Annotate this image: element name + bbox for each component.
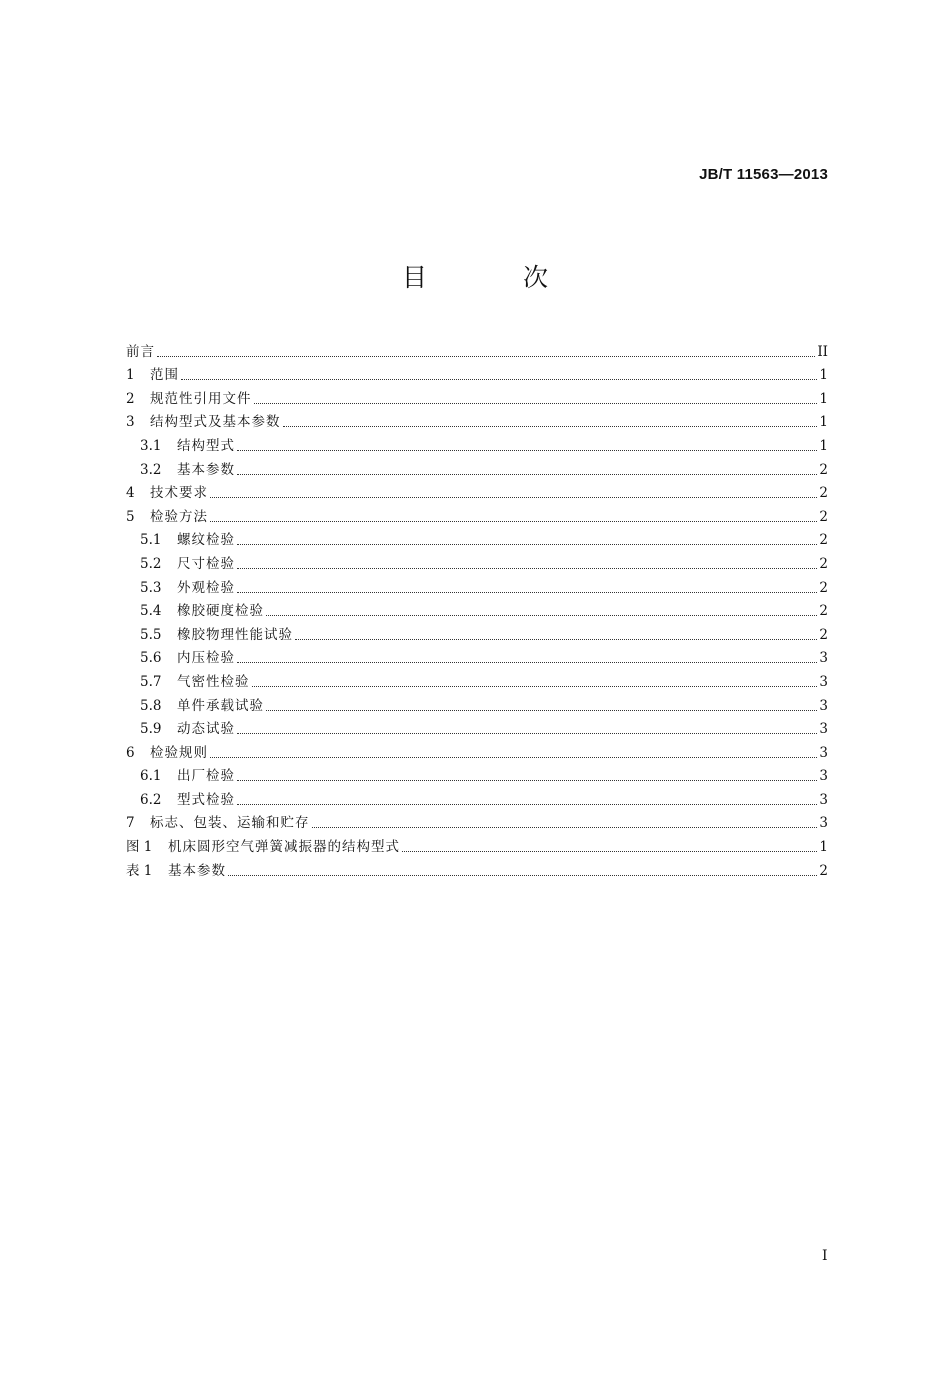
toc-dot-leader	[237, 592, 817, 593]
toc-dot-leader	[254, 403, 818, 404]
toc-entry-page: 3	[819, 791, 828, 808]
toc-entry-label: 标志、包装、运输和贮存	[150, 815, 310, 832]
toc-entry-number: 5.6	[140, 650, 162, 667]
toc-entry[interactable]	[126, 738, 828, 762]
toc-entry-page: 2	[819, 555, 828, 572]
toc-dot-leader	[210, 757, 817, 758]
table-of-contents	[126, 337, 828, 880]
toc-dot-leader	[283, 426, 818, 427]
toc-entry-page: 3	[819, 815, 828, 832]
toc-dot-leader	[181, 379, 817, 380]
toc-entry-number: 3.2	[140, 461, 162, 478]
toc-entry-page: 2	[819, 461, 828, 478]
toc-dot-leader	[295, 639, 817, 640]
toc-entry-label: 规范性引用文件	[150, 390, 252, 407]
toc-entry-page: 1	[819, 367, 828, 384]
toc-entry-page: 3	[819, 721, 828, 738]
toc-dot-leader	[266, 710, 817, 711]
toc-entry-number: 6	[126, 744, 135, 761]
toc-entry-label: 基本参数	[177, 461, 235, 478]
toc-entry-page: 2	[819, 603, 828, 620]
toc-entry[interactable]	[126, 762, 828, 786]
toc-entry[interactable]	[126, 502, 828, 526]
toc-entry-number: 5.9	[140, 721, 162, 738]
toc-dot-leader	[237, 804, 817, 805]
toc-dot-leader	[237, 474, 817, 475]
toc-entry-page: 2	[819, 626, 828, 643]
toc-entry-label: 结构型式及基本参数	[150, 414, 281, 431]
toc-entry-number: 5.1	[140, 532, 162, 549]
toc-entry-label: 外观检验	[177, 579, 235, 596]
toc-entry-page: 3	[819, 744, 828, 761]
toc-entry-label: 型式检验	[177, 791, 235, 808]
toc-entry-label: 内压检验	[177, 650, 235, 667]
toc-dot-leader	[237, 568, 817, 569]
toc-entry[interactable]	[126, 597, 828, 621]
toc-entry-number: 2	[126, 390, 135, 407]
toc-entry-number: 7	[126, 815, 135, 832]
toc-entry[interactable]	[126, 455, 828, 479]
toc-entry-number: 3.1	[140, 437, 162, 454]
toc-dot-leader	[237, 780, 817, 781]
toc-entry[interactable]	[126, 644, 828, 668]
standard-code: JB/T 11563—2013	[699, 166, 828, 183]
toc-entry-number: 3	[126, 414, 135, 431]
toc-entry-label: 范围	[150, 367, 179, 384]
toc-entry-label: 橡胶物理性能试验	[177, 626, 293, 643]
toc-dot-leader	[266, 615, 817, 616]
toc-entry-number: 5.2	[140, 555, 162, 572]
toc-entry-page: 2	[819, 485, 828, 502]
toc-entry[interactable]	[126, 479, 828, 503]
toc-entry-page: 3	[819, 768, 828, 785]
toc-entry-number: 5.5	[140, 626, 162, 643]
toc-dot-leader	[237, 662, 817, 663]
toc-entry-number: 5	[126, 508, 135, 525]
toc-entry-page: 3	[819, 650, 828, 667]
toc-entry-label: 结构型式	[177, 437, 235, 454]
toc-entry-page: 2	[819, 862, 828, 879]
toc-entry[interactable]	[126, 526, 828, 550]
toc-entry[interactable]	[126, 667, 828, 691]
toc-entry-label: 检验方法	[150, 508, 208, 525]
toc-entry-label: 螺纹检验	[177, 532, 235, 549]
toc-dot-leader	[228, 875, 817, 876]
toc-entry-label: 单件承载试验	[177, 697, 264, 714]
toc-dot-leader	[402, 851, 817, 852]
toc-entry-number: 4	[126, 485, 135, 502]
toc-entry-page: 3	[819, 697, 828, 714]
toc-entry-number: 5.3	[140, 579, 162, 596]
toc-entry[interactable]	[126, 337, 828, 361]
toc-entry[interactable]	[126, 549, 828, 573]
toc-entry-number: 1	[126, 367, 135, 384]
toc-entry-page: 1	[819, 390, 828, 407]
toc-entry-label: 检验规则	[150, 744, 208, 761]
toc-entry-label: 橡胶硬度检验	[177, 603, 264, 620]
toc-entry[interactable]	[126, 408, 828, 432]
toc-dot-leader	[157, 356, 815, 357]
toc-dot-leader	[312, 827, 818, 828]
toc-entry-page: 2	[819, 508, 828, 525]
toc-entry-label: 前言	[126, 343, 155, 360]
toc-entry[interactable]	[126, 573, 828, 597]
toc-entry-number: 图 1	[126, 839, 153, 856]
toc-dot-leader	[237, 450, 817, 451]
toc-entry[interactable]	[126, 620, 828, 644]
toc-entry[interactable]	[126, 785, 828, 809]
toc-entry-number: 5.8	[140, 697, 162, 714]
toc-dot-leader	[252, 686, 818, 687]
toc-entry-page: 1	[819, 839, 828, 856]
toc-dot-leader	[210, 497, 817, 498]
toc-entry[interactable]	[126, 832, 828, 856]
toc-entry-number: 5.7	[140, 673, 162, 690]
toc-entry-label: 气密性检验	[177, 673, 250, 690]
toc-entry-page: 1	[819, 437, 828, 454]
toc-entry[interactable]	[126, 384, 828, 408]
toc-entry[interactable]	[126, 809, 828, 833]
toc-entry-number: 5.4	[140, 603, 162, 620]
toc-dot-leader	[210, 521, 817, 522]
toc-entry[interactable]	[126, 691, 828, 715]
toc-entry-label: 动态试验	[177, 721, 235, 738]
toc-entry-label: 技术要求	[150, 485, 208, 502]
toc-entry-page: 2	[819, 579, 828, 596]
toc-dot-leader	[237, 544, 817, 545]
toc-dot-leader	[237, 733, 817, 734]
toc-entry-number: 表 1	[126, 862, 153, 879]
toc-entry-number: 6.2	[140, 791, 162, 808]
toc-entry-page: 3	[819, 673, 828, 690]
page-title: 目 次	[402, 263, 592, 292]
toc-entry[interactable]	[126, 715, 828, 739]
toc-entry-label: 出厂检验	[177, 768, 235, 785]
toc-entry[interactable]	[126, 431, 828, 455]
toc-entry-number: 6.1	[140, 768, 162, 785]
toc-entry-label: 基本参数	[168, 862, 226, 879]
page-number: I	[822, 1248, 828, 1264]
toc-entry-page: 2	[819, 532, 828, 549]
toc-entry[interactable]	[126, 361, 828, 385]
toc-entry-label: 机床圆形空气弹簧减振器的结构型式	[168, 839, 400, 856]
toc-entry-label: 尺寸检验	[177, 555, 235, 572]
toc-entry[interactable]	[126, 856, 828, 880]
toc-entry-page: II	[817, 343, 828, 360]
toc-entry-page: 1	[819, 414, 828, 431]
